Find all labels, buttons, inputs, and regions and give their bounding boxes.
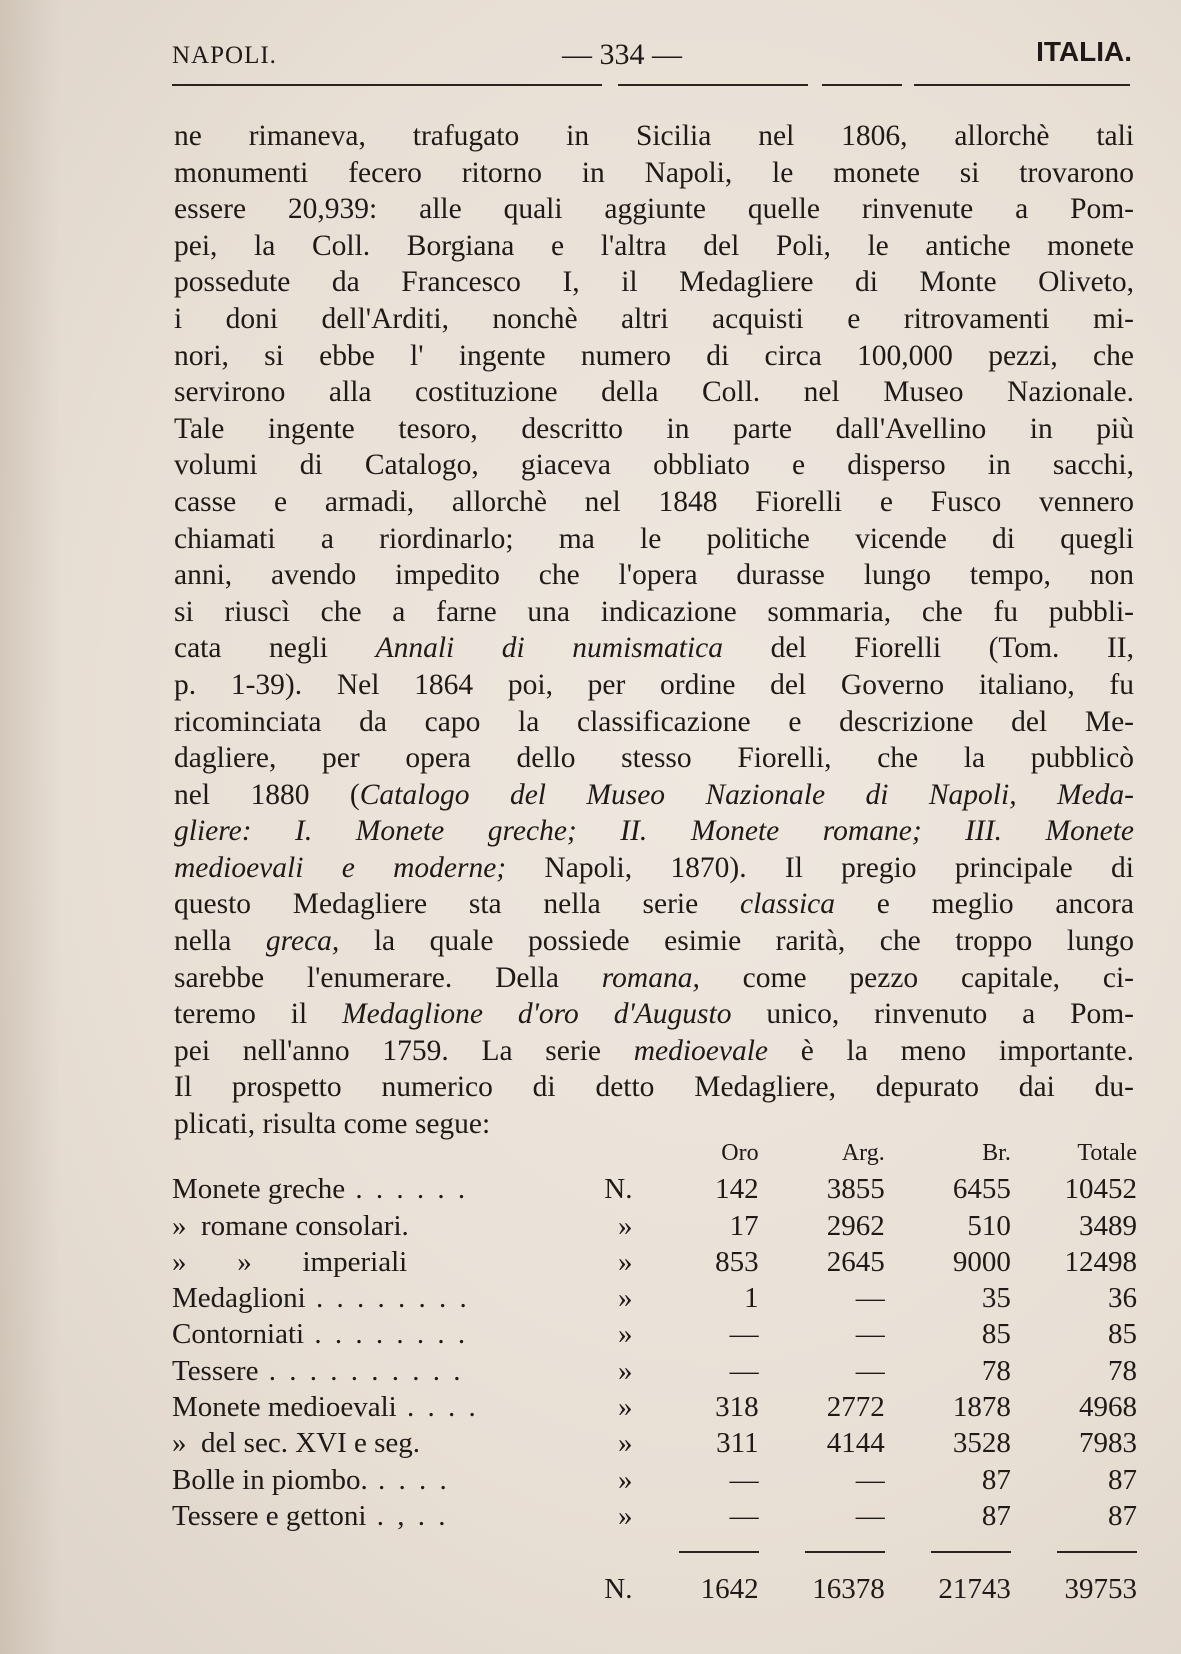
table-row	[172, 1208, 1137, 1244]
sum-rule	[1057, 1551, 1137, 1553]
cell-arg: 4144	[826, 1427, 885, 1460]
row-label: Medaglioni	[172, 1282, 306, 1315]
table-row	[172, 1171, 1137, 1207]
cell-oro: 1	[744, 1282, 759, 1315]
running-head	[172, 30, 1132, 80]
column-header-br: Br.	[982, 1140, 1011, 1166]
leader-dots: . . . . . . . .	[304, 1318, 469, 1351]
column-header-totale: Totale	[1077, 1140, 1137, 1166]
header-section-title: NAPOLI.	[172, 42, 277, 69]
text-line: dagliere, per opera dello stesso Fiorelli, che la pubblicò	[174, 742, 1134, 775]
text-line: pei, la Coll. Borgiana e l'altra del Poli, le antiche monete	[174, 229, 1134, 262]
row-label: Bolle in piombo.	[172, 1463, 368, 1496]
row-mark: »	[617, 1318, 633, 1351]
table-row	[172, 1462, 1137, 1498]
row-mark: »	[617, 1245, 633, 1278]
table-row	[172, 1498, 1137, 1534]
cell-br: 1878	[952, 1391, 1011, 1424]
cell-totale: 3489	[1079, 1209, 1137, 1242]
leader-dots: . . . . . .	[345, 1173, 469, 1206]
page-shadow	[0, 0, 60, 1654]
cell-arg: 2645	[826, 1245, 885, 1278]
text-line: cata negli Annali di numismatica del Fiorelli (Tom. II,	[174, 632, 1134, 665]
text-line: nella greca, la quale possiede esimie rarità, che troppo lungo	[174, 925, 1134, 958]
cell-oro: —	[729, 1463, 759, 1496]
total-mark: N.	[604, 1572, 633, 1605]
cell-arg: —	[855, 1282, 885, 1315]
cell-br: 85	[981, 1318, 1011, 1351]
header-rule	[822, 84, 902, 86]
text-line: ne rimaneva, trafugato in Sicilia nel 1806, allorchè tali	[174, 120, 1134, 152]
row-mark: N.	[604, 1173, 633, 1206]
text-line: i doni dell'Arditi, nonchè altri acquisti e ritrovamenti mi-	[174, 302, 1134, 335]
cell-totale: 12498	[1064, 1245, 1137, 1278]
text-line: volumi di Catalogo, giaceva obbliato e disperso in sacchi,	[174, 449, 1134, 482]
row-mark: »	[617, 1209, 633, 1242]
row-label: Tessere e gettoni	[172, 1499, 367, 1532]
header-rule	[618, 84, 808, 86]
cell-oro: 142	[715, 1173, 759, 1206]
total-label	[172, 1571, 587, 1607]
table-row	[172, 1316, 1137, 1352]
leader-dots: . . . .	[396, 1391, 479, 1424]
text-line: casse e armadi, allorchè nel 1848 Fiorelli e Fusco vennero	[174, 485, 1134, 518]
sum-rule	[679, 1551, 759, 1553]
cell-totale: 85	[1108, 1318, 1137, 1351]
cell-totale: 10452	[1064, 1173, 1137, 1206]
table-header-row	[172, 1135, 1137, 1171]
row-label: Contorniati	[172, 1318, 305, 1351]
text-line: gliere: I. Monete greche; II. Monete romane; III. Monete	[174, 815, 1134, 848]
text-line: p. 1-39). Nel 1864 poi, per ordine del Governo italiano, fu	[174, 668, 1134, 701]
text-line: plicati, risulta come segue:	[174, 1108, 491, 1141]
text-line: sarebbe l'enumerare. Della romana, come pezzo capitale, ci-	[174, 961, 1134, 994]
cell-br: 87	[981, 1463, 1011, 1496]
text-line: anni, avendo impedito che l'opera durasse lungo tempo, non	[174, 559, 1134, 592]
row-mark: »	[617, 1499, 633, 1532]
leader-dots: . . . . . . . .	[305, 1282, 470, 1315]
header-country: ITALIA.	[1036, 36, 1132, 67]
row-mark: »	[617, 1391, 633, 1424]
cell-oro: —	[729, 1354, 759, 1387]
text-line: Il prospetto numerico di detto Medagliere, depurato dai du-	[174, 1071, 1134, 1104]
cell-arg: 2962	[826, 1209, 885, 1242]
total-row	[172, 1571, 1137, 1607]
body-paragraph	[174, 118, 1134, 1143]
header-rule	[914, 84, 1130, 86]
cell-br: 6455	[952, 1173, 1011, 1206]
cell-arg: —	[855, 1318, 885, 1351]
cell-arg: —	[855, 1463, 885, 1496]
total-arg: 16378	[812, 1572, 885, 1605]
page-number: — 334 —	[562, 38, 682, 71]
row-label: » » imperiali	[172, 1245, 408, 1278]
cell-arg: 3855	[826, 1173, 885, 1206]
cell-totale: 7983	[1079, 1427, 1137, 1460]
table-row	[172, 1280, 1137, 1316]
cell-oro: 318	[715, 1391, 759, 1424]
total-br: 21743	[938, 1572, 1011, 1605]
total-totale: 39753	[1064, 1572, 1137, 1605]
leader-dots: . . . . . . . . . .	[258, 1354, 464, 1387]
table-row	[172, 1244, 1137, 1280]
text-line: questo Medagliere sta nella serie classica e meglio ancora	[174, 888, 1134, 921]
row-mark: »	[617, 1463, 633, 1496]
text-line: nel 1880 (Catalogo del Museo Nazionale di Napoli, Meda-	[174, 778, 1134, 811]
text-line: nori, si ebbe l' ingente numero di circa 100,000 pezzi, che	[174, 339, 1134, 372]
row-label: Monete medioevali	[172, 1391, 397, 1424]
total-oro: 1642	[700, 1572, 759, 1605]
text-line: monumenti fecero ritorno in Napoli, le monete si trovarono	[174, 156, 1134, 189]
column-header-arg: Arg.	[841, 1140, 885, 1166]
sum-rule	[931, 1551, 1011, 1553]
row-label: Monete greche	[172, 1173, 346, 1206]
text-line: pei nell'anno 1759. La serie medioevale è la meno importante.	[174, 1034, 1134, 1067]
cell-oro: —	[729, 1318, 759, 1351]
leader-dots: . . . .	[367, 1463, 450, 1496]
cell-br: 9000	[952, 1245, 1011, 1278]
coin-statistics-table	[172, 1135, 1137, 1607]
cell-oro: —	[729, 1499, 759, 1532]
text-line: Tale ingente tesoro, descritto in parte dall'Avellino in più	[174, 412, 1134, 445]
text-line: si riuscì che a farne una indicazione sommaria, che fu pubbli-	[174, 595, 1134, 628]
cell-totale: 36	[1108, 1282, 1137, 1315]
cell-totale: 4968	[1079, 1391, 1137, 1424]
cell-arg: 2772	[826, 1391, 885, 1424]
table-row	[172, 1353, 1137, 1389]
sum-rule-row	[172, 1534, 1137, 1570]
text-line: ricominciata da capo la classificazione e descrizione del Me-	[174, 705, 1134, 738]
text-line: teremo il Medaglione d'oro d'Augusto unico, rinvenuto a Pom-	[174, 998, 1135, 1031]
cell-br: 78	[981, 1354, 1011, 1387]
text-line: possedute da Francesco I, il Medagliere di Monte Oliveto,	[174, 266, 1134, 299]
cell-oro: 311	[716, 1427, 759, 1460]
cell-arg: —	[855, 1499, 885, 1532]
table-row	[172, 1389, 1137, 1425]
text-line: medioevali e moderne; Napoli, 1870). Il pregio principale di	[174, 851, 1134, 884]
cell-totale: 78	[1108, 1354, 1137, 1387]
text-line: essere 20,939: alle quali aggiunte quelle rinvenute a Pom-	[174, 193, 1134, 226]
row-label: » romane consolari.	[172, 1209, 409, 1242]
row-mark: »	[617, 1282, 633, 1315]
cell-br: 510	[967, 1209, 1011, 1242]
row-mark: »	[617, 1427, 633, 1460]
cell-totale: 87	[1108, 1499, 1137, 1532]
text-line: servirono alla costituzione della Coll. nel Museo Nazionale.	[174, 376, 1134, 409]
table-row	[172, 1425, 1137, 1461]
cell-br: 3528	[952, 1427, 1011, 1460]
row-mark: »	[617, 1354, 633, 1387]
cell-br: 35	[981, 1282, 1011, 1315]
column-header-oro: Oro	[721, 1140, 759, 1166]
cell-oro: 17	[729, 1209, 759, 1242]
text-line: chiamati a riordinarlo; ma le politiche vicende di quegli	[174, 522, 1134, 555]
cell-arg: —	[855, 1354, 885, 1387]
leader-dots: . , . .	[366, 1499, 449, 1532]
header-rule	[172, 84, 602, 86]
row-label: » del sec. XVI e seg.	[172, 1427, 421, 1460]
cell-totale: 87	[1108, 1463, 1137, 1496]
cell-oro: 853	[715, 1245, 759, 1278]
row-label: Tessere	[172, 1354, 259, 1387]
sum-rule	[805, 1551, 885, 1553]
cell-br: 87	[981, 1499, 1011, 1532]
